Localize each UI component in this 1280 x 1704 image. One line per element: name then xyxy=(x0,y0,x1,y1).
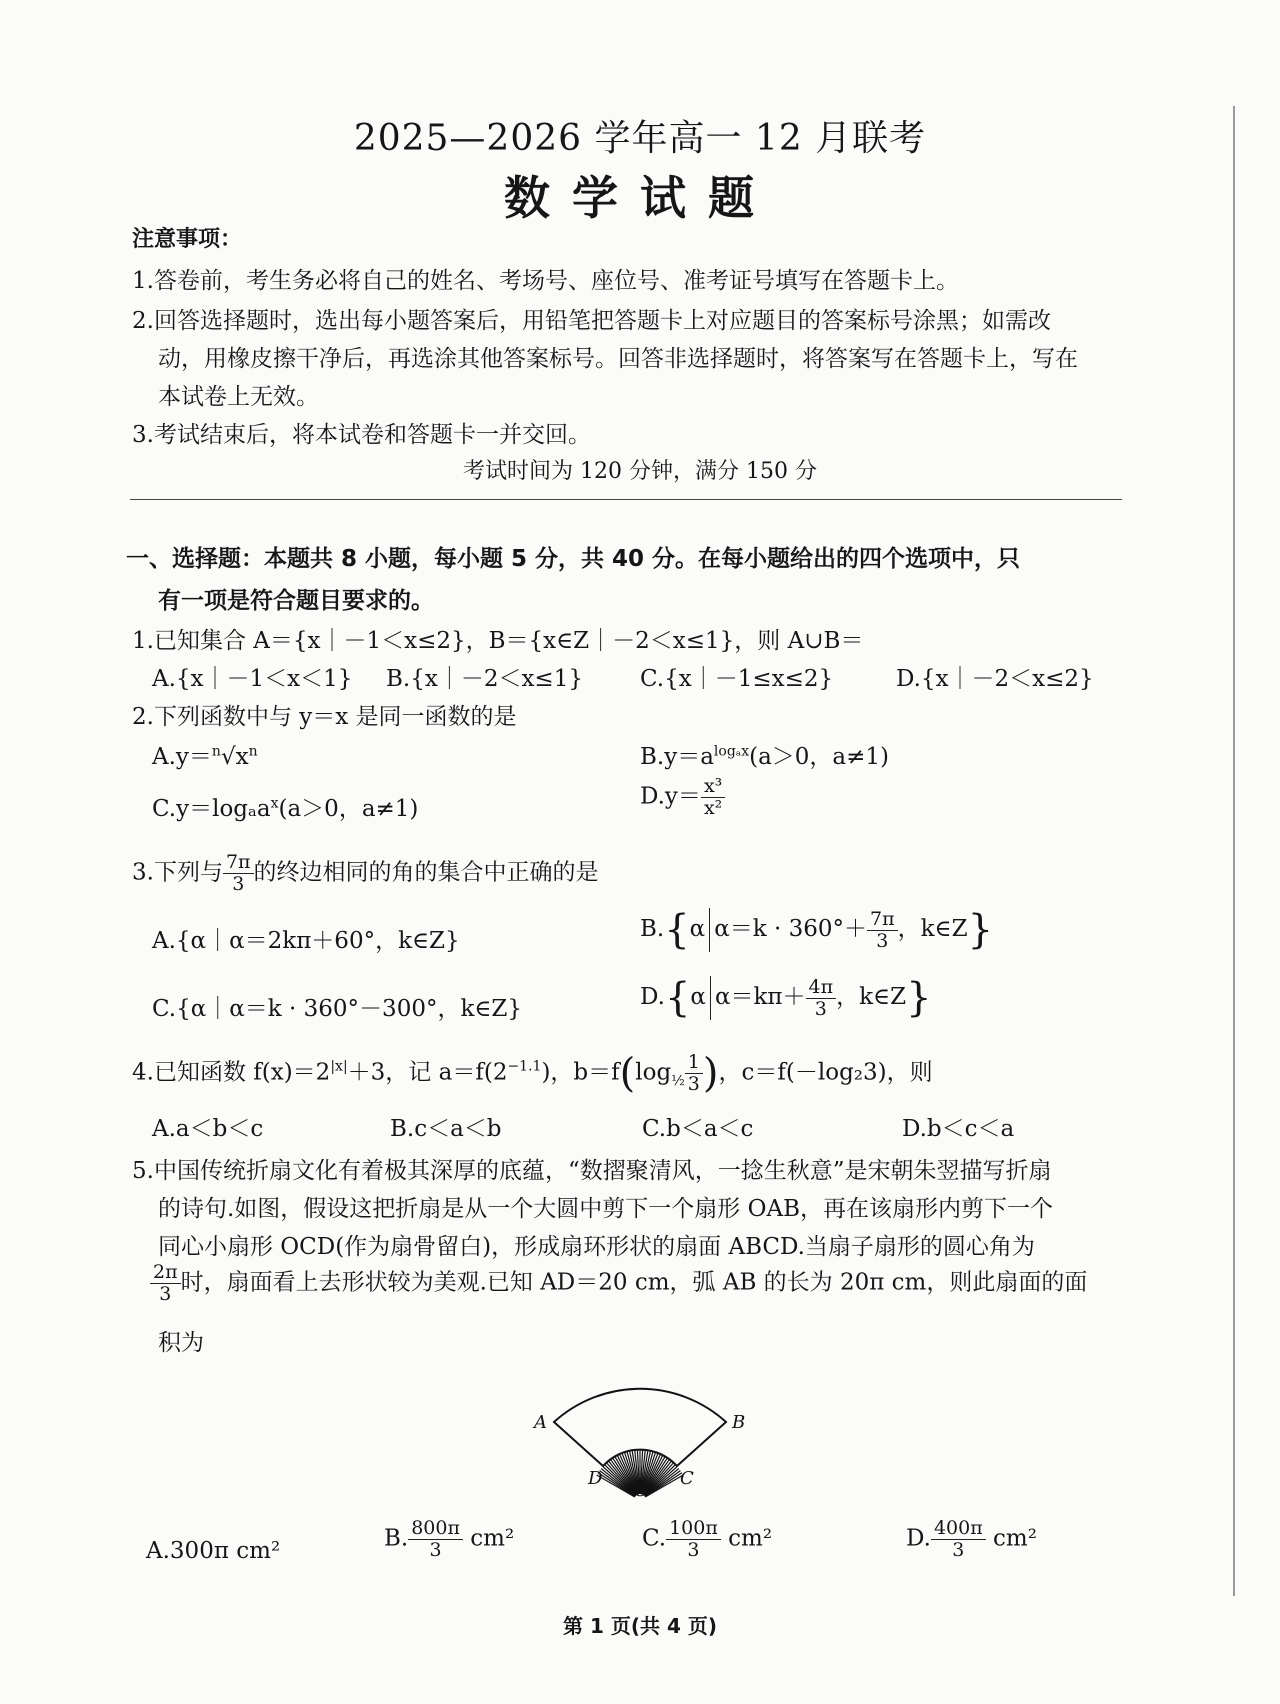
notice-heading: 注意事项： xyxy=(132,227,243,252)
q4-part-5: ，c＝f(－log₂3)，则 xyxy=(718,1059,933,1086)
q4-log: log xyxy=(635,1059,672,1086)
q4-part-1: 4.已知函数 f(x)＝2 xyxy=(132,1059,331,1086)
q4-numerator: 1 xyxy=(685,1052,703,1074)
q3-d-fraction xyxy=(806,977,837,1020)
q3-d-pre: D. xyxy=(640,984,665,1010)
q5-option-d xyxy=(906,1518,1037,1561)
scan-edge-line xyxy=(1233,106,1235,1596)
q3-b-mid: α＝k · 360°＋ xyxy=(714,916,868,942)
q5-line-4-text: 时，扇面看上去形状较为美观.已知 AD＝20 cm，弧 AB 的长为 20π cm，则此扇面的面 xyxy=(180,1269,1088,1296)
q5-fraction xyxy=(150,1262,181,1305)
divider xyxy=(130,499,1122,500)
q5-c-unit: cm² xyxy=(720,1525,773,1552)
q4-fraction xyxy=(685,1052,703,1095)
q5-d-unit: cm² xyxy=(985,1525,1037,1552)
q3-d-mid: α＝kπ＋ xyxy=(714,984,806,1010)
q5-b-denominator: 3 xyxy=(429,1538,442,1561)
q2-b-pre: B.y＝a xyxy=(640,744,714,770)
q4-part-3: )，b＝f xyxy=(541,1059,620,1086)
q1-option-b: B.{x｜－2＜x≤1} xyxy=(386,666,583,692)
fan-figure xyxy=(520,1360,760,1500)
q3-d-right-brace: } xyxy=(906,975,932,1021)
q3-numerator: 7π xyxy=(223,852,254,874)
q2-d-fraction xyxy=(701,776,725,819)
fan-label-d: D xyxy=(588,1468,603,1489)
q2-option-c xyxy=(152,790,418,823)
q5-c-fraction xyxy=(666,1518,721,1561)
q3-pre: 3.下列与 xyxy=(132,859,223,886)
q5-b-pre: B. xyxy=(384,1525,409,1552)
q3-d-denominator: 3 xyxy=(814,997,827,1020)
q4-option-c: C.b＜a＜c xyxy=(642,1116,754,1142)
q3-stem xyxy=(132,852,1190,895)
q3-d-left-brace: { xyxy=(664,975,691,1021)
q4-stem xyxy=(132,1052,1190,1095)
exam-subtitle: 2025—2026 学年高一 12 月联考 xyxy=(353,118,927,159)
notice-line-5: 3.考试结束后，将本试卷和答题卡一并交回。 xyxy=(132,422,591,448)
q2-c-post: (a＞0，a≠1) xyxy=(278,796,419,822)
q5-d-numerator: 400π xyxy=(931,1518,986,1540)
q4-exponent-2: −1.1 xyxy=(507,1058,542,1075)
q3-b-bar xyxy=(709,908,710,952)
q3-b-left-brace: { xyxy=(664,907,690,953)
q3-fraction xyxy=(223,852,254,895)
q3-b-right-brace: } xyxy=(967,907,994,953)
fan-label-c: C xyxy=(680,1468,694,1489)
fan-label-b: B xyxy=(732,1412,746,1433)
notice-line-2: 2.回答选择题时，选出每小题答案后，用铅笔把答题卡上对应题目的答案标号涂黑；如需改 xyxy=(132,308,1051,334)
q1-stem: 1.已知集合 A＝{x｜－1＜x≤2}，B＝{x∈Z｜－2＜x≤1}，则 A∪B＝ xyxy=(132,628,864,654)
q2-option-b xyxy=(640,738,889,771)
q3-d-post: ，k∈Z xyxy=(836,984,907,1010)
q5-c-denominator: 3 xyxy=(687,1538,700,1561)
q2-d-denominator: x² xyxy=(703,796,723,819)
q4-option-d: D.b＜c＜a xyxy=(902,1116,1015,1142)
q2-stem: 2.下列函数中与 y＝x 是同一函数的是 xyxy=(132,704,517,730)
q5-d-pre: D. xyxy=(906,1525,931,1552)
q1-option-d: D.{x｜－2＜x≤2} xyxy=(896,666,1094,692)
q3-b-denominator: 3 xyxy=(876,929,889,952)
q4-log-base: ½ xyxy=(671,1072,685,1089)
q5-c-numerator: 100π xyxy=(666,1518,721,1540)
q5-d-denominator: 3 xyxy=(952,1538,965,1561)
q5-line-5: 积为 xyxy=(158,1330,204,1356)
q4-denominator: 3 xyxy=(687,1072,700,1095)
q4-option-a: A.a＜b＜c xyxy=(152,1116,264,1142)
q3-b-alpha: α xyxy=(689,916,706,942)
fan-label-a: A xyxy=(534,1412,547,1433)
q3-d-bar xyxy=(710,976,711,1020)
notice-line-4: 本试卷上无效。 xyxy=(158,384,319,410)
q2-option-a xyxy=(152,738,258,771)
q3-option-b xyxy=(640,908,993,952)
q2-a-radical: √x xyxy=(220,744,249,770)
q2-d-numerator: x³ xyxy=(701,776,725,798)
q3-option-a: A.{α｜α＝2kπ＋60°，k∈Z} xyxy=(152,928,460,954)
q4-part-2: ＋3，记 a＝f(2 xyxy=(347,1059,508,1086)
notice-line-1: 1.答卷前，考生务必将自己的姓名、考场号、座位号、准考证号填写在答题卡上。 xyxy=(132,268,959,294)
q2-option-d xyxy=(640,776,725,819)
q2-a-pre: A.y＝ xyxy=(152,744,212,770)
q3-d-numerator: 4π xyxy=(806,977,837,999)
q5-d-fraction xyxy=(931,1518,986,1561)
q5-c-pre: C. xyxy=(642,1525,667,1552)
q4-left-paren: ( xyxy=(619,1050,636,1097)
exam-time: 考试时间为 120 分钟，满分 150 分 xyxy=(463,459,817,484)
q5-line-1: 5.中国传统折扇文化有着极其深厚的底蕴，“数摺聚清风，一捻生秋意”是宋朝朱翌描写折扇 xyxy=(132,1158,1052,1184)
q5-option-a: A.300π cm² xyxy=(146,1538,281,1564)
q5-line-4 xyxy=(150,1262,1190,1305)
q4-right-paren: ) xyxy=(702,1050,719,1097)
fan-label-o: O xyxy=(634,1480,649,1500)
q3-b-post: ，k∈Z xyxy=(897,916,968,942)
q2-a-exponent: n xyxy=(248,743,258,760)
q2-c-pre: C.y＝logₐa xyxy=(152,796,271,822)
page-number: 第 1 页(共 4 页) xyxy=(563,1614,717,1638)
q3-b-pre: B. xyxy=(640,916,665,942)
section-heading-2: 有一项是符合题目要求的。 xyxy=(158,588,434,614)
q1-option-a: A.{x｜－1＜x＜1} xyxy=(152,666,353,692)
notice-line-3: 动，用橡皮擦干净后，再选涂其他答案标号。回答非选择题时，将答案写在答题卡上，写在 xyxy=(158,346,1078,372)
q3-option-d xyxy=(640,976,932,1020)
section-heading-1: 一、选择题：本题共 8 小题，每小题 5 分，共 40 分。在每小题给出的四个选项中，只 xyxy=(126,546,1021,572)
q2-b-post: (a＞0，a≠1) xyxy=(749,744,890,770)
q5-b-fraction xyxy=(408,1518,463,1561)
q2-b-exponent: logₐx xyxy=(713,743,750,760)
q3-b-fraction xyxy=(867,909,898,952)
q2-a-root-index: n xyxy=(211,743,221,760)
q5-b-unit: cm² xyxy=(462,1525,515,1552)
q3-denominator: 3 xyxy=(232,872,245,895)
q3-b-numerator: 7π xyxy=(867,909,898,931)
q5-b-numerator: 800π xyxy=(408,1518,463,1540)
q5-option-b xyxy=(384,1518,514,1561)
q5-option-c xyxy=(642,1518,772,1561)
q5-line-2: 的诗句.如图，假设这把折扇是从一个大圆中剪下一个扇形 OAB，再在该扇形内剪下一个 xyxy=(158,1196,1053,1222)
q1-option-c: C.{x｜－1≤x≤2} xyxy=(640,666,834,692)
q5-numerator: 2π xyxy=(150,1262,181,1284)
q4-exponent-1: |x| xyxy=(330,1058,348,1075)
q5-denominator: 3 xyxy=(159,1282,172,1305)
q5-line-3: 同心小扇形 OCD(作为扇骨留白)，形成扇环形状的扇面 ABCD.当扇子扇形的圆心角为 xyxy=(158,1234,1035,1260)
q4-option-b: B.c＜a＜b xyxy=(390,1116,502,1142)
q3-option-c: C.{α｜α＝k · 360°－300°，k∈Z} xyxy=(152,996,523,1022)
q2-d-pre: D.y＝ xyxy=(640,783,701,810)
q2-c-exponent: x xyxy=(270,795,279,812)
q3-d-alpha: α xyxy=(690,984,706,1010)
q3-post: 的终边相同的角的集合中正确的是 xyxy=(253,859,599,886)
exam-title: 数学试题 xyxy=(504,171,776,225)
